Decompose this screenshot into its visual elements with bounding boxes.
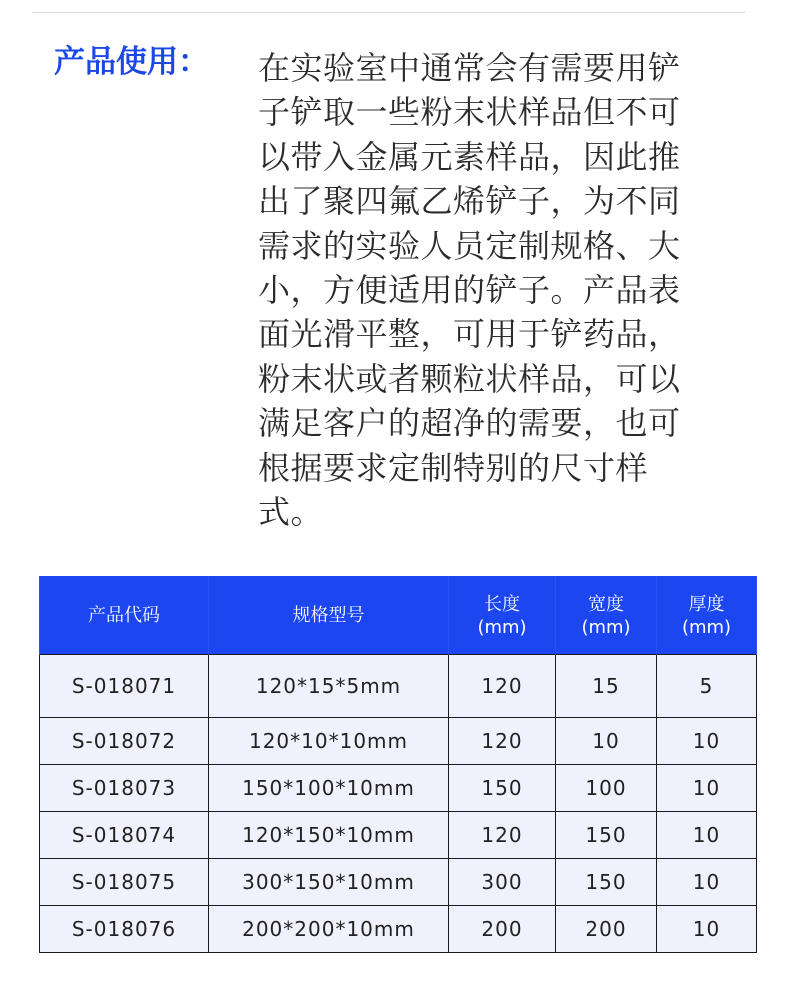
cell-product-code: S-018074	[40, 812, 209, 859]
spec-table	[39, 576, 757, 953]
cell-width: 150	[556, 812, 657, 859]
usage-line: 以带入金属元素样品，因此推	[258, 137, 681, 176]
cell-product-code: S-018071	[40, 655, 209, 718]
cell-thickness: 10	[657, 906, 757, 953]
usage-line: 满足客户的超净的需要，也可	[258, 404, 681, 443]
cell-spec-model: 150*100*10mm	[209, 765, 449, 812]
cell-width: 200	[556, 906, 657, 953]
header-width: 宽度 (mm)	[556, 577, 657, 655]
cell-length: 120	[449, 655, 556, 718]
cell-product-code: S-018073	[40, 765, 209, 812]
cell-thickness: 10	[657, 859, 757, 906]
cell-spec-model: 120*150*10mm	[209, 812, 449, 859]
usage-heading: 产品使用：	[54, 44, 209, 80]
cell-length: 120	[449, 812, 556, 859]
usage-line: 需求的实验人员定制规格、大	[258, 226, 681, 265]
table-row	[40, 812, 757, 859]
cell-spec-model: 300*150*10mm	[209, 859, 449, 906]
cell-product-code: S-018072	[40, 718, 209, 765]
cell-spec-model: 120*10*10mm	[209, 718, 449, 765]
cell-width: 150	[556, 859, 657, 906]
cell-spec-model: 200*200*10mm	[209, 906, 449, 953]
top-divider	[32, 12, 745, 13]
cell-length: 300	[449, 859, 556, 906]
usage-line: 子铲取一些粉末状样品但不可	[258, 93, 681, 132]
cell-width: 10	[556, 718, 657, 765]
table-row	[40, 765, 757, 812]
header-spec-model: 规格型号	[209, 577, 449, 655]
cell-product-code: S-018076	[40, 906, 209, 953]
header-product-code: 产品代码	[40, 577, 209, 655]
cell-thickness: 10	[657, 765, 757, 812]
header-length: 长度 (mm)	[449, 577, 556, 655]
table-row	[40, 859, 757, 906]
table-row	[40, 718, 757, 765]
cell-width: 100	[556, 765, 657, 812]
table-header-row	[40, 577, 757, 655]
cell-product-code: S-018075	[40, 859, 209, 906]
cell-thickness: 10	[657, 718, 757, 765]
cell-length: 150	[449, 765, 556, 812]
cell-spec-model: 120*15*5mm	[209, 655, 449, 718]
cell-length: 200	[449, 906, 556, 953]
usage-line: 出了聚四氟乙烯铲子，为不同	[258, 182, 681, 221]
cell-thickness: 5	[657, 655, 757, 718]
usage-line: 式。	[258, 493, 324, 532]
usage-line: 在实验室中通常会有需要用铲	[258, 49, 681, 87]
header-thickness: 厚度 (mm)	[657, 577, 757, 655]
cell-thickness: 10	[657, 812, 757, 859]
cell-length: 120	[449, 718, 556, 765]
table-row	[40, 655, 757, 718]
usage-line: 粉末状或者颗粒状样品，可以	[258, 359, 681, 398]
usage-description	[258, 46, 738, 534]
cell-width: 15	[556, 655, 657, 718]
table-row	[40, 906, 757, 953]
usage-line: 根据要求定制特别的尺寸样	[258, 448, 649, 487]
usage-line: 小，方便适用的铲子。产品表	[258, 271, 681, 310]
usage-line: 面光滑平整，可用于铲药品，	[258, 315, 681, 354]
